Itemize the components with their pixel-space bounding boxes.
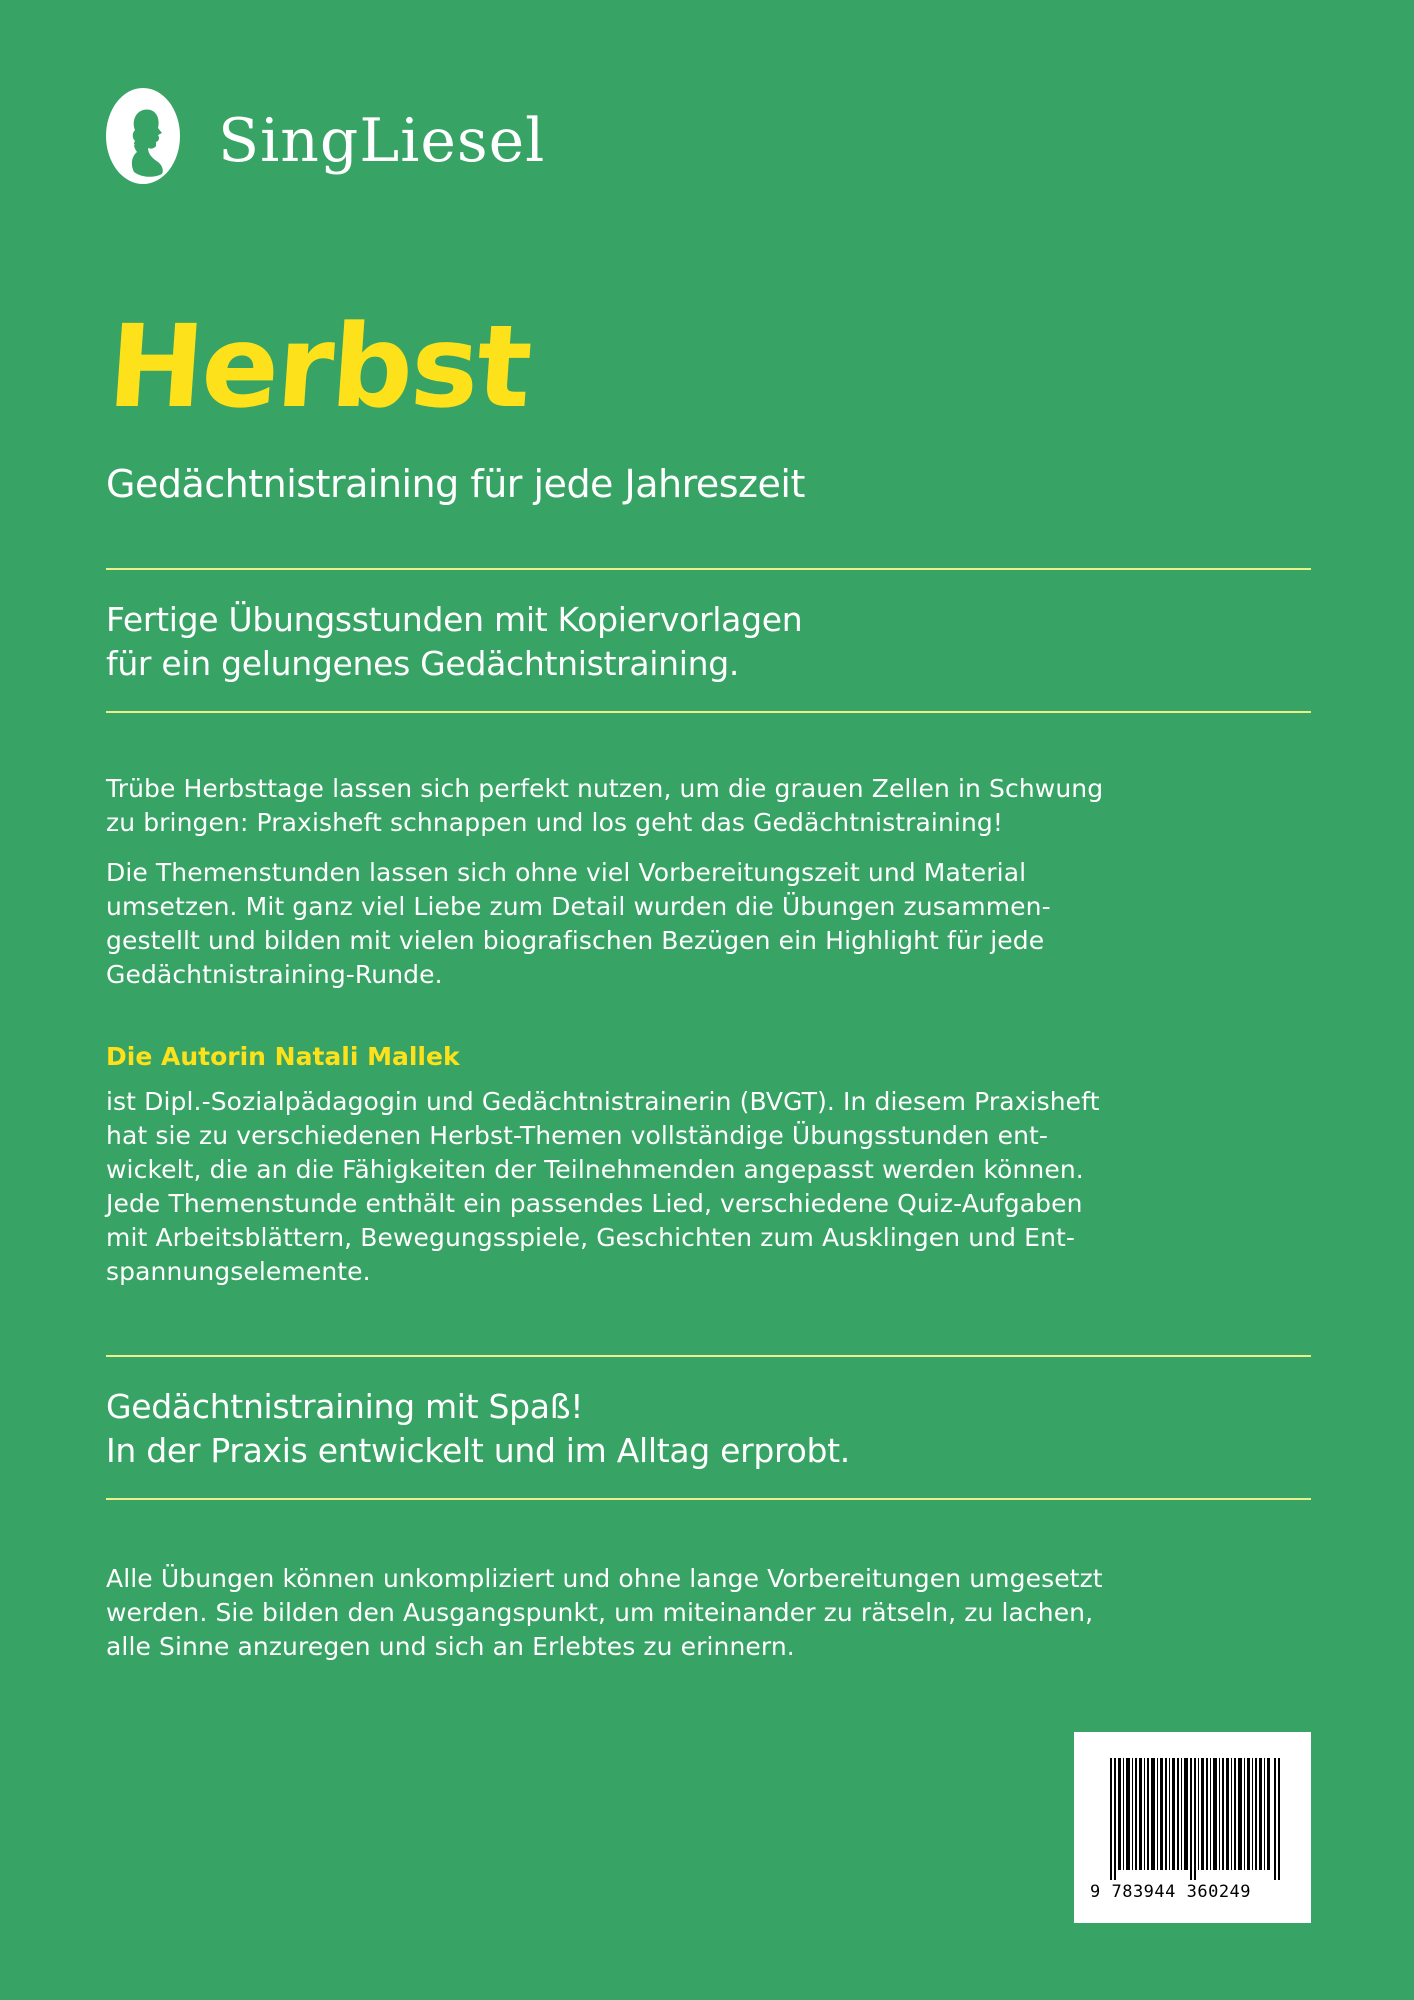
intro-paragraph-1 bbox=[106, 772, 1246, 840]
author-line: spannungselemente. bbox=[106, 1257, 371, 1286]
intro-paragraph-2 bbox=[106, 856, 1246, 992]
intro-p1-line: zu bringen: Praxisheft schnappen und los geht das Gedächtnistraining! bbox=[106, 808, 1003, 837]
author-line: wickelt, die an die Fähigkeiten der Teilnehmenden angepasst werden können. bbox=[106, 1155, 1084, 1184]
author-heading: Die Autorin Natali Mallek bbox=[106, 1042, 460, 1071]
closing-line: werden. Sie bilden den Ausgangspunkt, um miteinander zu rätseln, zu lachen, bbox=[106, 1598, 1094, 1627]
intro-p2-line: Die Themenstunden lassen sich ohne viel Vorbereitungszeit und Material bbox=[106, 858, 1027, 887]
author-paragraph bbox=[106, 1085, 1246, 1289]
intro-p2-line: Gedächtnistraining-Runde. bbox=[106, 960, 443, 989]
divider-4 bbox=[106, 1498, 1311, 1500]
woman-silhouette-icon bbox=[104, 86, 182, 186]
lead-statement-2 bbox=[106, 1385, 850, 1473]
lead-2-line-1: Gedächtnistraining mit Spaß! bbox=[106, 1387, 584, 1426]
intro-p1-line: Trübe Herbsttage lassen sich perfekt nutzen, um die grauen Zellen in Schwung bbox=[106, 774, 1104, 803]
lead-2-line-2: In der Praxis entwickelt und im Alltag erprobt. bbox=[106, 1431, 850, 1470]
author-line: mit Arbeitsblättern, Bewegungsspiele, Geschichten zum Ausklingen und Ent- bbox=[106, 1223, 1076, 1252]
barcode-bars bbox=[1110, 1758, 1280, 1880]
intro-p2-line: gestellt und bilden mit vielen biografischen Bezügen ein Highlight für jede bbox=[106, 926, 1045, 955]
lead-1-line-1: Fertige Übungsstunden mit Kopiervorlagen bbox=[106, 600, 803, 639]
divider-1 bbox=[106, 568, 1311, 570]
brand-logo bbox=[104, 86, 545, 186]
divider-3 bbox=[106, 1355, 1311, 1357]
author-line: Jede Themenstunde enthält ein passendes Lied, verschiedene Quiz-Aufgaben bbox=[106, 1189, 1083, 1218]
intro-p2-line: umsetzen. Mit ganz viel Liebe zum Detail wurden die Übungen zusammen- bbox=[106, 892, 1051, 921]
author-line: ist Dipl.-Sozialpädagogin und Gedächtnistrainerin (BVGT). In diesem Praxisheft bbox=[106, 1087, 1100, 1116]
brand-name: SingLiesel bbox=[218, 106, 546, 176]
closing-line: alle Sinne anzuregen und sich an Erlebtes zu erinnern. bbox=[106, 1632, 795, 1661]
closing-paragraph bbox=[106, 1562, 1246, 1664]
divider-2 bbox=[106, 711, 1311, 713]
author-line: hat sie zu verschiedenen Herbst-Themen vollständige Übungsstunden ent- bbox=[106, 1121, 1049, 1150]
isbn-barcode bbox=[1074, 1732, 1311, 1923]
book-subtitle: Gedächtnistraining für jede Jahreszeit bbox=[106, 462, 805, 506]
lead-statement-1 bbox=[106, 598, 802, 686]
closing-line: Alle Übungen können unkompliziert und ohne lange Vorbereitungen umgesetzt bbox=[106, 1564, 1103, 1593]
isbn-number: 9 783944 360249 bbox=[1090, 1882, 1252, 1902]
book-title: Herbst bbox=[104, 300, 535, 433]
lead-1-line-2: für ein gelungenes Gedächtnistraining. bbox=[106, 644, 740, 683]
